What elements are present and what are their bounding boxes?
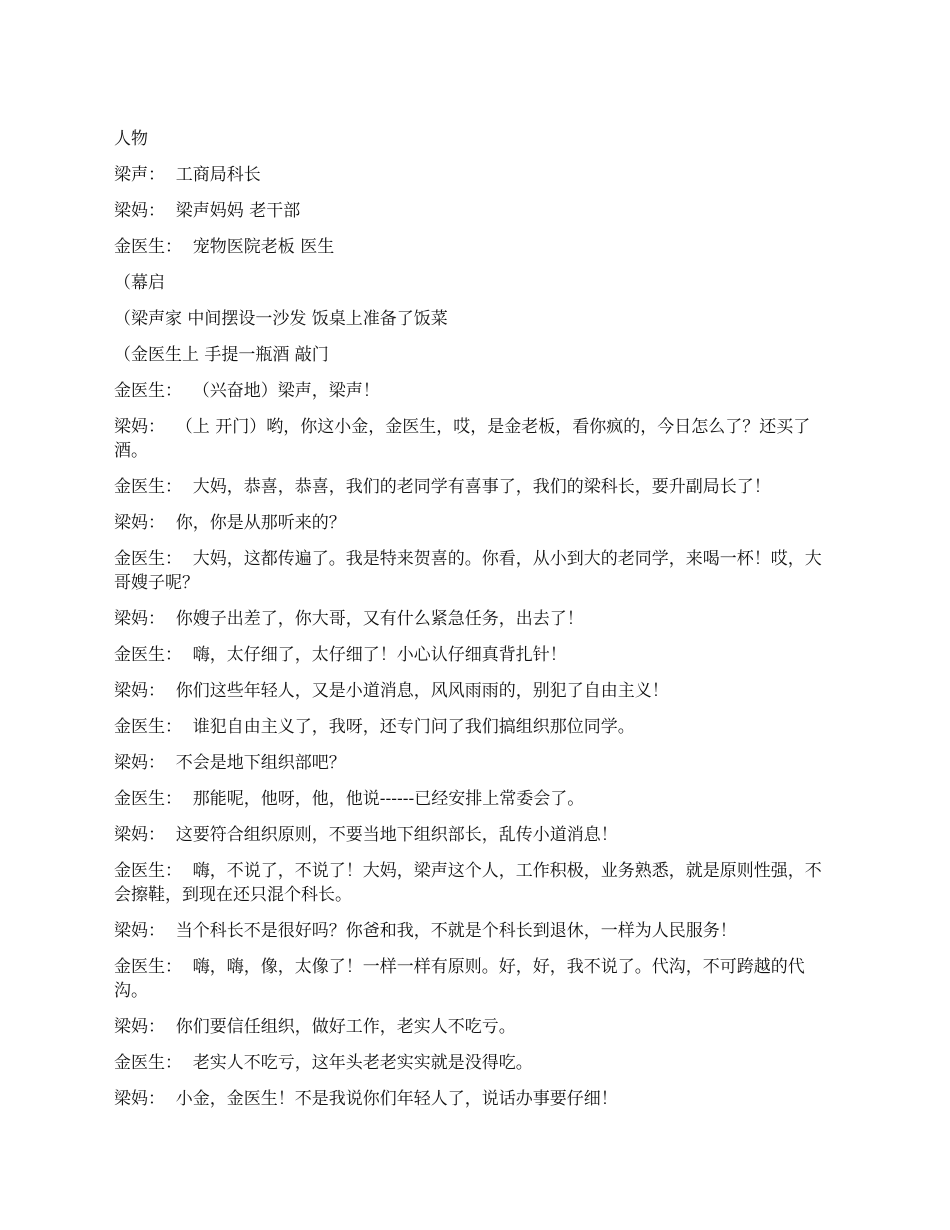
dialogue-line: 金医生： 嗨，不说了，不说了！大妈，梁声这个人，工作积极，业务熟悉，就是原则性强，不会擦鞋，到现在还只混个科长。 [114, 861, 822, 905]
heading-characters: 人物 [114, 129, 148, 149]
stage-direction: （梁声家 中间摆设一沙发 饭桌上准备了饭菜 [114, 309, 448, 329]
stage-direction: （金医生上 手提一瓶酒 敲门 [114, 345, 329, 365]
dialogue-line: 梁妈： 小金，金医生！不是我说你们年轻人了，说话办事要仔细！ [114, 1089, 618, 1109]
dialogue-line: 梁妈： 你们要信任组织，做好工作，老实人不吃亏。 [114, 1017, 516, 1037]
stage-direction: （幕启 [114, 273, 165, 293]
dialogue-line: 金医生： （兴奋地）梁声，梁声！ [114, 381, 380, 401]
dialogue-line: 梁妈： 这要符合组织原则，不要当地下组织部长，乱传小道消息！ [114, 825, 618, 845]
character-liangma: 梁妈： 梁声妈妈 老干部 [114, 201, 301, 221]
dialogue-line: 金医生： 谁犯自由主义了，我呀，还专门问了我们搞组织那位同学。 [114, 717, 635, 737]
script-body [114, 127, 834, 1123]
dialogue-line: 金医生： 大妈，这都传遍了。我是特来贺喜的。你看，从小到大的老同学，来喝一杯！哎，大哥嫂子呢？ [114, 549, 822, 593]
dialogue-line: 梁妈： 不会是地下组织部吧？ [114, 753, 346, 773]
dialogue-line: 金医生： 那能呢，他呀，他，他说------已经安排上常委会了。 [114, 789, 585, 809]
dialogue-line: 梁妈： （上 开门）哟，你这小金，金医生，哎，是金老板，看你疯的，今日怎么了？还买了酒。 [114, 417, 811, 461]
dialogue-line: 梁妈： 你，你是从那听来的？ [114, 513, 346, 533]
dialogue-line: 梁妈： 当个科长不是很好吗？你爸和我，不就是个科长到退休，一样为人民服务！ [114, 921, 737, 941]
dialogue-line: 梁妈： 你们这些年轻人，又是小道消息，风风雨雨的，别犯了自由主义！ [114, 681, 669, 701]
dialogue-line: 梁妈： 你嫂子出差了，你大哥，又有什么紧急任务，出去了！ [114, 609, 584, 629]
dialogue-line: 金医生： 大妈，恭喜，恭喜，我们的老同学有喜事了，我们的梁科长，要升副局长了！ [114, 477, 771, 497]
dialogue-line: 金医生： 老实人不吃亏，这年头老老实实就是没得吃。 [114, 1053, 533, 1073]
dialogue-line: 金医生： 嗨，太仔细了，太仔细了！小心认仔细真背扎针！ [114, 645, 567, 665]
character-doctor-jin: 金医生： 宠物医院老板 医生 [114, 237, 335, 257]
character-liangsheng: 梁声： 工商局科长 [114, 165, 261, 185]
dialogue-line: 金医生： 嗨，嗨，像，太像了！一样一样有原则。好，好，我不说了。代沟，不可跨越的代沟。 [114, 957, 805, 1001]
